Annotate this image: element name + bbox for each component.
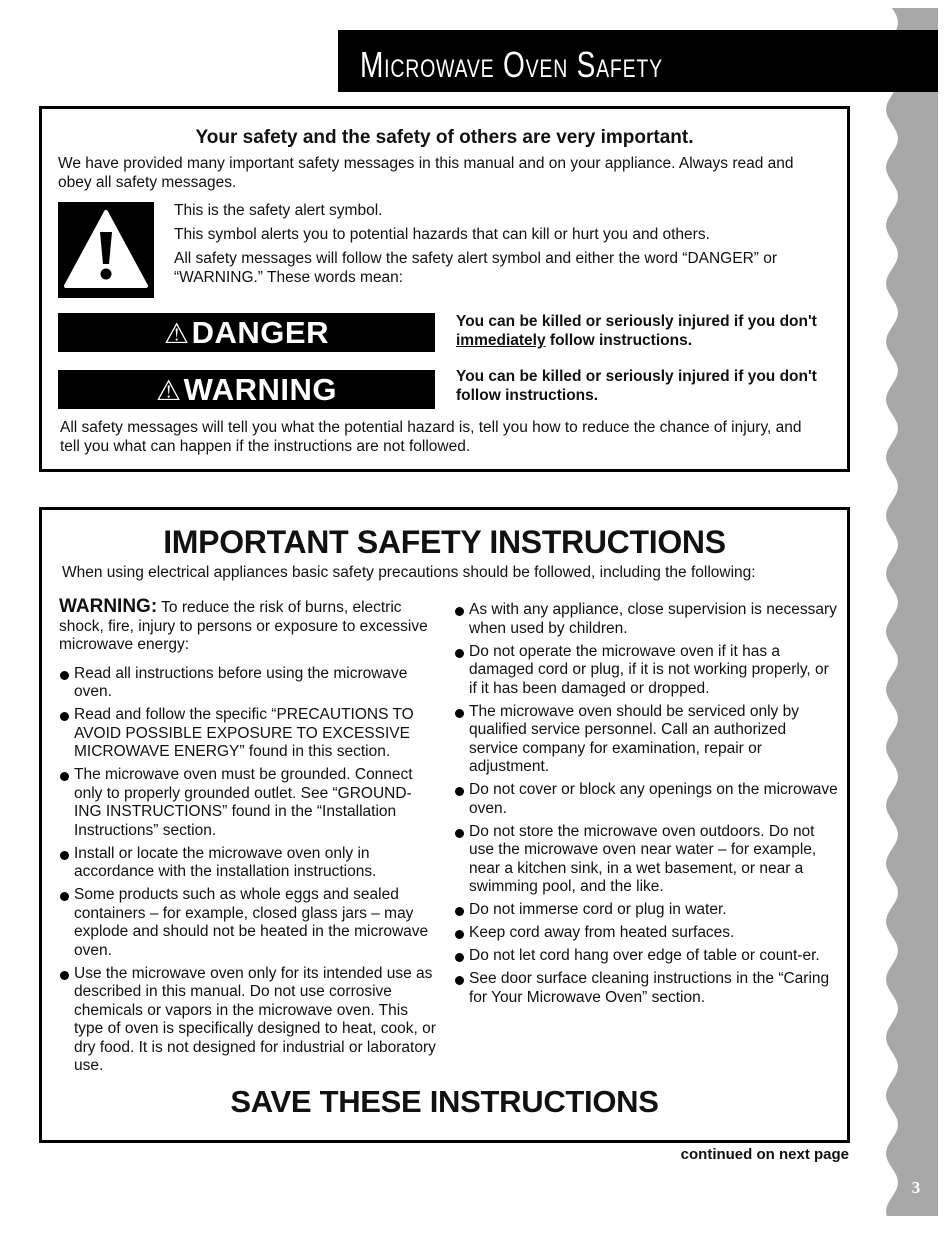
symbol-explanation <box>174 201 814 292</box>
danger-emphasis: immediately <box>456 332 546 349</box>
safety-closing: All safety messages will tell you what the potential hazard is, tell you how to reduce the chance of injury, and tell you what can happen if the instructions are not followed. <box>60 419 802 455</box>
list-item: The microwave oven must be grounded. Connect only to properly grounded outlet. See “GROUND-ING INSTRUCTIONS” found in the “Installation Instructions” section. <box>59 766 439 840</box>
list-item: Some products such as whole eggs and sealed containers – for example, closed glass jars – may explode and should not be heated in the microwave oven. <box>59 886 439 960</box>
list-item: Read all instructions before using the microwave oven. <box>59 665 439 702</box>
safety-heading: Your safety and the safety of others are very important. <box>195 127 694 148</box>
warning-lead-text: To reduce the risk of burns, electric shock, fire, injury to persons or exposure to excessive microwave energy: <box>59 599 428 653</box>
symbol-line: This symbol alerts you to potential hazards that can kill or hurt you and others. <box>174 226 710 243</box>
left-bullet-list <box>59 665 439 1076</box>
list-item: The microwave oven should be serviced only by qualified service personnel. Call an authorized service company for examination, repair or adjustment. <box>454 703 839 777</box>
danger-text-end: follow instructions. <box>545 332 692 349</box>
warning-signal-label <box>58 370 435 409</box>
instructions-left-column <box>59 598 439 1080</box>
safety-alert-symbol-icon <box>58 202 154 298</box>
instructions-intro: When using electrical appliances basic safety precautions should be followed, including the following: <box>62 564 756 581</box>
list-item: See door surface cleaning instructions in the “Caring for Your Microwave Oven” section. <box>454 970 839 1007</box>
list-item: Do not store the microwave oven outdoors. Do not use the microwave oven near water – for example, near a kitchen sink, in a wet basement, or near a swimming pool, and the like. <box>454 823 839 897</box>
safety-intro: We have provided many important safety messages in this manual and on your appliance. Always read and obey all safety messages. <box>58 155 794 191</box>
page-number: 3 <box>911 1178 921 1197</box>
danger-definition <box>456 312 841 350</box>
list-item: Do not immerse cord or plug in water. <box>454 901 839 920</box>
safety-message-box <box>39 106 850 472</box>
alert-triangle-icon: ⚠ <box>156 375 182 406</box>
safety-instructions-box <box>39 507 850 1143</box>
list-item: Use the microwave oven only for its intended use as described in this manual. Do not use corrosive chemicals or vapors in the microwave oven. This type of oven is specifically designed to heat, cook, or dry food. It is not designed for industrial or laboratory use. <box>59 965 439 1076</box>
instructions-heading: IMPORTANT SAFETY INSTRUCTIONS <box>163 524 726 560</box>
right-bullet-list <box>454 601 839 1007</box>
list-item: Do not let cord hang over edge of table or count-er. <box>454 947 839 966</box>
save-instructions-heading: SAVE THESE INSTRUCTIONS <box>230 1084 659 1119</box>
instructions-right-column <box>454 601 839 1012</box>
symbol-line: All safety messages will follow the safety alert symbol and either the word “DANGER” or “WARNING.” These words mean: <box>174 250 778 286</box>
list-item: Do not operate the microwave oven if it has a damaged cord or plug, if it is not working properly, or if it has been damaged or dropped. <box>454 643 839 699</box>
continued-note: continued on next page <box>680 1146 849 1163</box>
list-item: Read and follow the specific “PRECAUTIONS TO AVOID POSSIBLE EXPOSURE TO EXCESSIVE MICROWAVE ENERGY” found in this section. <box>59 706 439 762</box>
alert-triangle-icon: ⚠ <box>164 318 190 349</box>
list-item: Do not cover or block any openings on the microwave oven. <box>454 781 839 818</box>
page-edge-tab <box>882 8 938 1216</box>
danger-word: DANGER <box>191 315 329 350</box>
warning-lead-word: WARNING: <box>59 596 158 617</box>
warning-word: WARNING <box>183 372 337 407</box>
list-item: As with any appliance, close supervision is necessary when used by children. <box>454 601 839 638</box>
danger-text: You can be killed or seriously injured if you don't <box>456 313 817 330</box>
list-item: Keep cord away from heated surfaces. <box>454 924 839 943</box>
page-title: Microwave Oven Safety <box>360 44 663 85</box>
symbol-line: This is the safety alert symbol. <box>174 202 383 219</box>
warning-lead <box>59 598 439 655</box>
list-item: Install or locate the microwave oven only in accordance with the installation instructions. <box>59 845 439 882</box>
danger-signal-label <box>58 313 435 352</box>
warning-definition: You can be killed or seriously injured if you don't follow instructions. <box>456 368 817 404</box>
header-bar <box>338 30 938 92</box>
